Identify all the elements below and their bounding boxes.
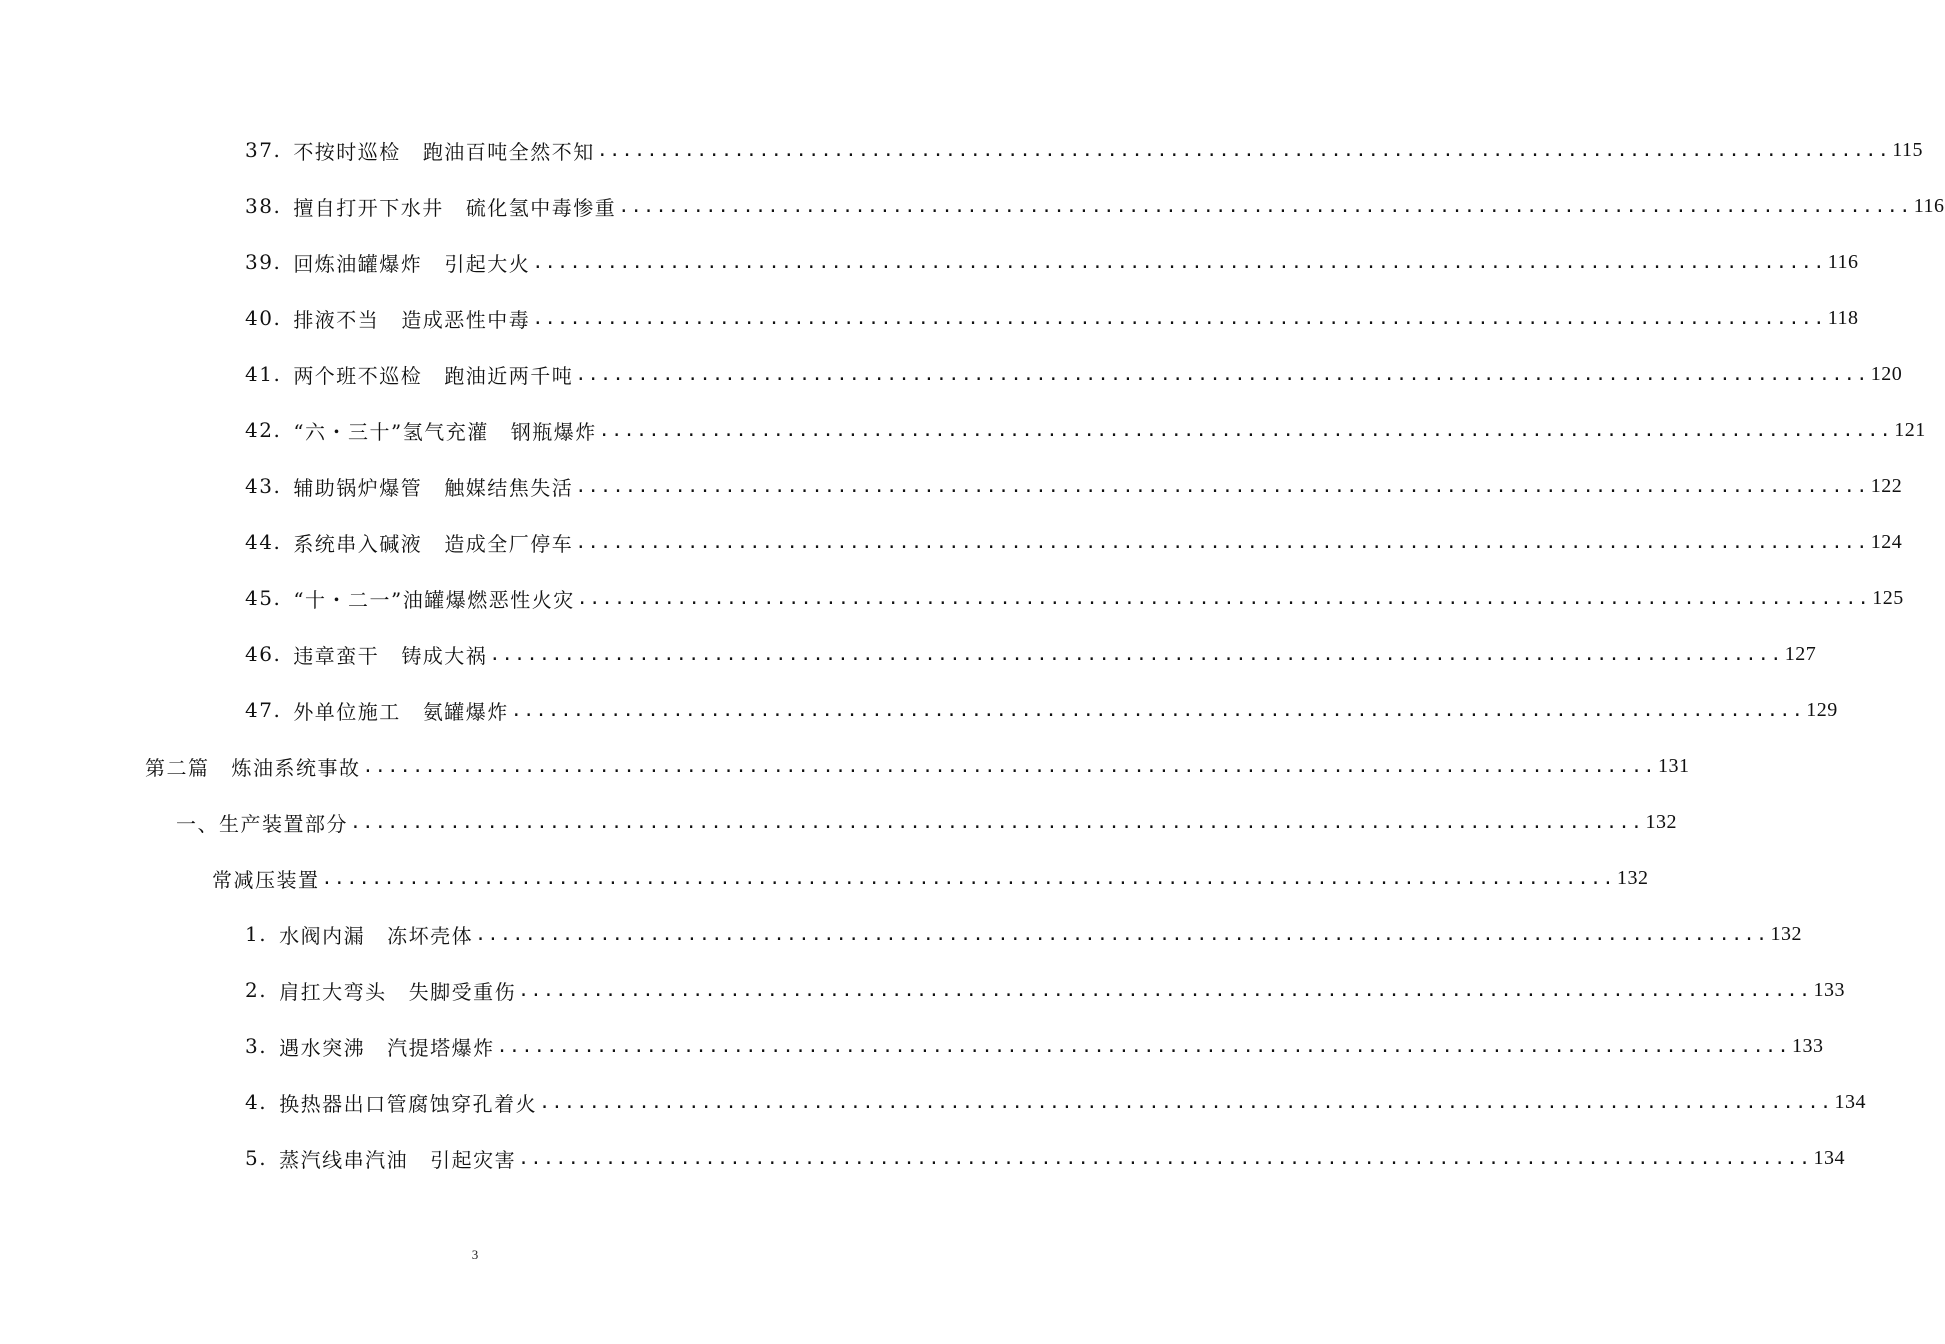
dot-leader: ........................................................................................................	[575, 475, 1869, 497]
dot-leader: ........................................................................................................	[350, 811, 1644, 833]
dot-leader: ........................................................................................................	[489, 643, 1783, 665]
toc-entry-subtitle: 触媒结焦失活	[444, 475, 574, 500]
toc-item-title: 水阀内漏	[279, 923, 366, 948]
toc-entry-page: 127	[1784, 642, 1817, 665]
toc-entry-title: 两个班不巡检	[293, 363, 423, 388]
toc-entry[interactable]	[0, 514, 1903, 570]
toc-entry-subtitle: 跑油百吨全然不知	[422, 139, 595, 164]
toc-entry-title: 外单位施工	[293, 699, 401, 724]
toc-entry-page: 124	[1870, 530, 1903, 553]
toc-entry-subtitle: 氨罐爆炸	[422, 699, 509, 724]
dot-leader: ........................................................................................................	[362, 755, 1656, 777]
toc-entry-page: 116	[1913, 194, 1945, 217]
toc-item-number: 5.	[245, 1146, 268, 1170]
toc-item-page: 133	[1792, 1034, 1824, 1057]
dot-leader: ........................................................................................................	[510, 699, 1805, 721]
toc-item-number: 4.	[245, 1090, 268, 1114]
toc-entry-number: 47.	[245, 698, 282, 722]
toc-part-title: 第二篇	[145, 755, 210, 780]
toc-entry-subtitle: 跑油近两千吨	[444, 363, 574, 388]
toc-entry-title: “六・三十”氢气充灌	[293, 419, 489, 444]
toc-entry-number: 37.	[245, 138, 282, 162]
dot-leader: ........................................................................................................	[475, 923, 1769, 945]
toc-entry-subtitle: 造成全厂停车	[444, 531, 574, 556]
toc-item-page: 134	[1813, 1146, 1846, 1169]
dot-leader: ........................................................................................................	[598, 419, 1893, 441]
toc-entry-number: 42.	[245, 418, 282, 442]
toc-entry-number: 40.	[245, 306, 282, 330]
dot-leader: ........................................................................................................	[596, 139, 1891, 161]
toc-section-title: 一、生产装置部分	[176, 811, 348, 836]
toc-item-page: 132	[1770, 922, 1803, 945]
toc-entry-number: 41.	[245, 362, 282, 386]
toc-item[interactable]	[0, 962, 1846, 1018]
toc-entry-subtitle: 造成恶性中毒	[401, 307, 531, 332]
toc-entry-page: 115	[1892, 138, 1924, 161]
toc-part-heading[interactable]	[0, 738, 1690, 794]
toc-entry[interactable]	[0, 458, 1903, 514]
toc-entry-page: 116	[1827, 250, 1859, 273]
toc-section-heading[interactable]	[0, 794, 1677, 850]
toc-subsection-page: 132	[1616, 866, 1649, 889]
toc-item-title: 换热器出口管腐蚀穿孔着火	[279, 1091, 538, 1116]
toc-entry-title: “十・二一”油罐爆燃恶性火灾	[293, 587, 575, 612]
toc-section-page: 132	[1645, 810, 1677, 833]
dot-leader: ........................................................................................................	[532, 251, 1826, 273]
toc-entry-title: 不按时巡检	[293, 139, 401, 164]
toc-item[interactable]	[0, 906, 1803, 962]
toc-entry-subtitle: 引起大火	[444, 251, 531, 276]
toc-entry-subtitle: 钢瓶爆炸	[510, 419, 597, 444]
dot-leader: ........................................................................................................	[518, 979, 1812, 1001]
toc-item-number: 1.	[245, 922, 268, 946]
toc-item[interactable]	[0, 1130, 1846, 1186]
toc-entry-title: 回炼油罐爆炸	[293, 251, 423, 276]
toc-entry-number: 44.	[245, 530, 282, 554]
toc-entry[interactable]	[0, 682, 1838, 738]
table-of-contents	[0, 122, 1945, 1186]
toc-entry[interactable]	[0, 234, 1859, 290]
toc-entry-page: 120	[1870, 362, 1903, 385]
toc-item-subtitle: 汽提塔爆炸	[387, 1035, 495, 1060]
toc-entry-title: 排液不当	[293, 307, 380, 332]
toc-entry-number: 39.	[245, 250, 282, 274]
toc-entry[interactable]	[0, 626, 1817, 682]
toc-entry[interactable]	[0, 290, 1859, 346]
page-number: 3	[471, 1247, 479, 1262]
toc-entry-page: 122	[1870, 474, 1903, 497]
toc-entry-page: 118	[1827, 306, 1859, 329]
toc-entry-subtitle: 铸成大祸	[401, 643, 488, 668]
toc-entry-page: 121	[1894, 418, 1926, 441]
toc-entry-subtitle: 硫化氢中毒惨重	[465, 195, 617, 220]
dot-leader: ........................................................................................................	[518, 1147, 1812, 1169]
dot-leader: ........................................................................................................	[576, 587, 1871, 609]
toc-entry-title: 擅自打开下水井	[293, 195, 444, 220]
toc-entry-number: 45.	[245, 586, 282, 610]
toc-entry[interactable]	[0, 178, 1945, 234]
toc-item-subtitle: 冻坏壳体	[387, 923, 474, 948]
toc-entry-number: 43.	[245, 474, 282, 498]
toc-entry-title: 系统串入碱液	[293, 531, 423, 556]
toc-item-title: 蒸汽线串汽油	[279, 1147, 409, 1172]
toc-entry[interactable]	[0, 570, 1904, 626]
toc-item[interactable]	[0, 1074, 1867, 1130]
toc-entry[interactable]	[0, 122, 1924, 178]
toc-entry-title: 违章蛮干	[293, 643, 380, 668]
toc-entry[interactable]	[0, 346, 1903, 402]
toc-item-subtitle: 失脚受重伤	[408, 979, 517, 1004]
toc-item-number: 3.	[245, 1034, 268, 1058]
dot-leader: ........................................................................................................	[539, 1091, 1833, 1113]
dot-leader: ........................................................................................................	[575, 363, 1869, 385]
toc-item-title: 遇水突沸	[279, 1035, 366, 1060]
toc-entry[interactable]	[0, 402, 1926, 458]
toc-entry-title: 辅助锅炉爆管	[293, 475, 423, 500]
dot-leader: ........................................................................................................	[532, 307, 1826, 329]
dot-leader: ........................................................................................................	[575, 531, 1869, 553]
toc-item-number: 2.	[245, 978, 268, 1002]
toc-subsection-heading[interactable]	[0, 850, 1649, 906]
toc-item-page: 134	[1834, 1090, 1867, 1113]
toc-entry-page: 125	[1872, 586, 1904, 609]
toc-entry-number: 46.	[245, 642, 282, 666]
dot-leader: ........................................................................................................	[496, 1035, 1791, 1057]
toc-part-subtitle: 炼油系统事故	[231, 755, 361, 780]
toc-part-page: 131	[1657, 754, 1690, 777]
toc-item[interactable]	[0, 1018, 1824, 1074]
toc-item-title: 肩扛大弯头	[279, 979, 387, 1004]
toc-item-page: 133	[1813, 978, 1846, 1001]
dot-leader: ........................................................................................................	[618, 195, 1912, 217]
toc-entry-page: 129	[1806, 698, 1838, 721]
dot-leader: ........................................................................................................	[321, 867, 1615, 889]
toc-item-subtitle: 引起灾害	[430, 1147, 517, 1172]
toc-entry-number: 38.	[245, 194, 282, 218]
toc-subsection-title: 常减压装置	[212, 867, 320, 892]
